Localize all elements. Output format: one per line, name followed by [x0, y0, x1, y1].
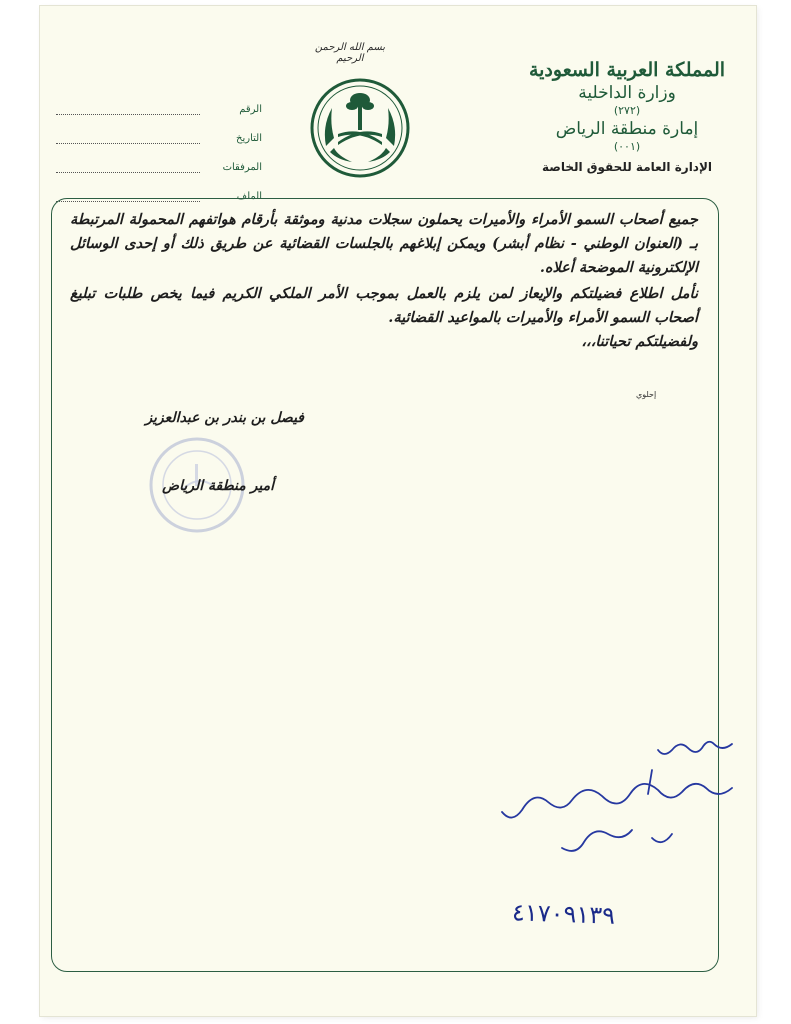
- saudi-emblem-icon: [308, 76, 412, 180]
- closing-line: ولفضيلتكم تحياتنا،،،: [581, 333, 698, 350]
- ministry-code: (٢٧٢): [613, 104, 641, 117]
- field-line: [56, 164, 200, 173]
- field-date: [56, 115, 262, 144]
- field-label: المرفقات: [222, 162, 262, 173]
- field-line: [56, 135, 200, 144]
- field-label: الملف: [236, 191, 262, 202]
- body-paragraph-2: نأمل اطلاع فضيلتكم والإيعاز لمن يلزم بالعمل بموجب الأمر الملكي الكريم فيما يخص طلبات تبليغ أصحاب السمو الأمراء والأميرات بالمواعيد القضائية.: [70, 285, 698, 326]
- letter-body: [70, 208, 698, 354]
- letterhead-right: [507, 58, 747, 174]
- reference-fields: [56, 86, 262, 202]
- bismillah: بسم الله الرحمن الرحيم: [314, 42, 386, 64]
- emirate-code: (٠٠١): [613, 140, 641, 153]
- emirate-title: إمارة منطقة الرياض: [555, 119, 699, 139]
- ministry-title: وزارة الداخلية: [578, 83, 676, 103]
- handwritten-reference-number: ٤١٧٠٩١٣٩: [511, 898, 616, 930]
- kingdom-title: المملكة العربية السعودية: [528, 59, 726, 81]
- department-title: الإدارة العامة للحقوق الخاصة: [541, 160, 713, 174]
- field-line: [56, 106, 200, 115]
- field-number: [56, 86, 262, 115]
- signatory-name: فيصل بن بندر بن عبدالعزيز: [145, 410, 304, 426]
- body-paragraph-1: جميع أصحاب السمو الأمراء والأميرات يحملون سجلات مدنية وموثقة بأرقام هواتفهم المحمولة المرتبطة بـ (العنوان الوطني - نظام أبشر) ويمكن إبلاغهم بالجلسات القضائية عن طريق ذلك أو إحدى الوسائل الإلكترونية الموضحة أعلاه.: [70, 211, 698, 276]
- enclosure-note: إحلوي: [636, 390, 657, 399]
- handwritten-note: [482, 730, 752, 880]
- field-label: الرقم: [239, 104, 262, 115]
- field-attachments: [56, 144, 262, 173]
- signatory-title: أمير منطقة الرياض: [162, 478, 274, 494]
- field-label: التاريخ: [236, 133, 262, 144]
